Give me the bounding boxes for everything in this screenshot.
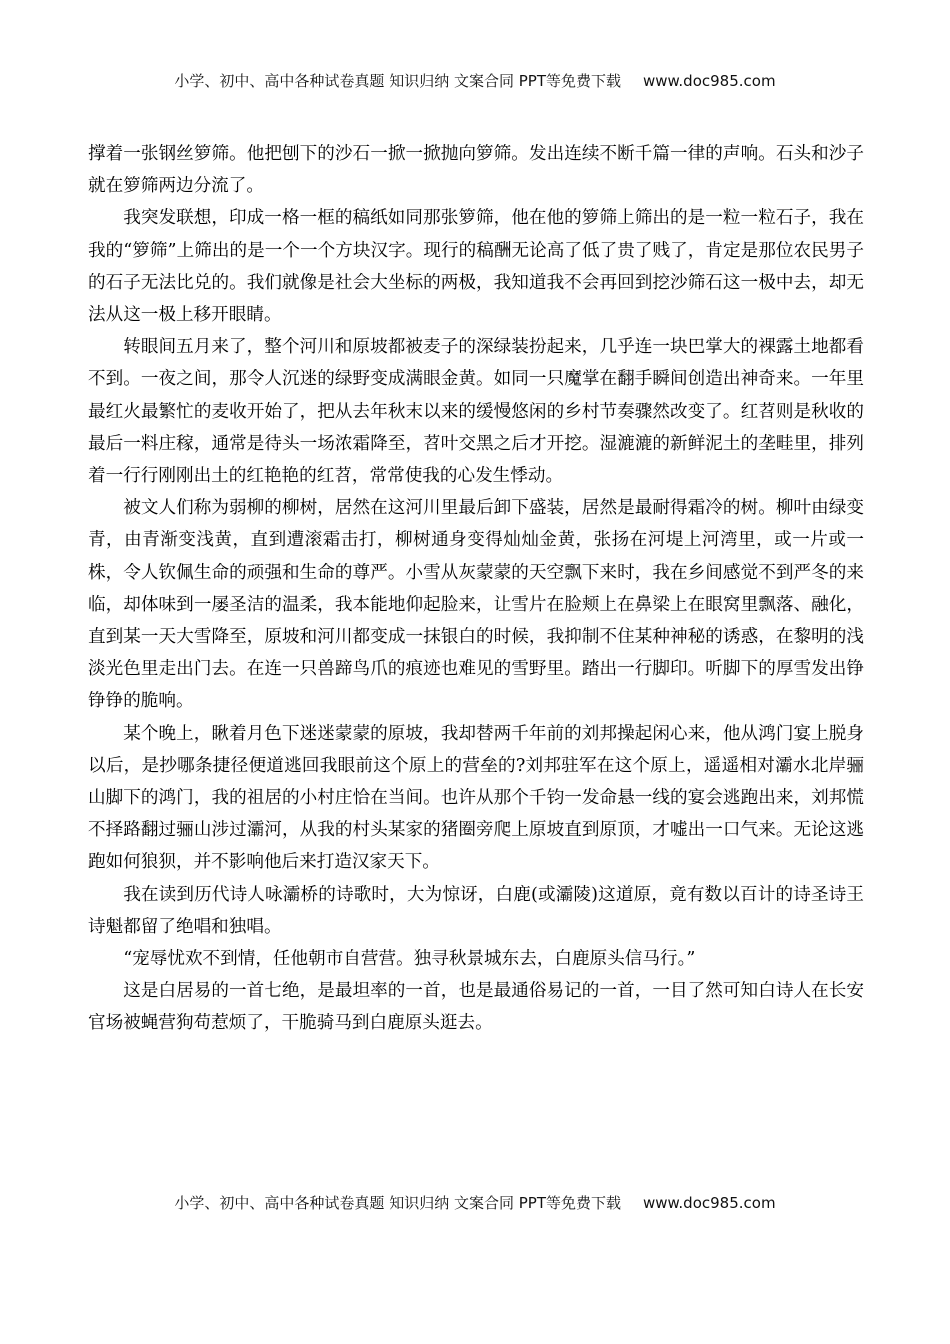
paragraph: 我在读到历代诗人咏灞桥的诗歌时，大为惊讶，白鹿(或灞陵)这道原，竟有数以百计的诗圣诗王诗魁都留了绝唱和独唱。	[88, 884, 864, 937]
header-text: 小学、初中、高中各种试卷真题 知识归纳 文案合同 PPT等免费下载	[174, 72, 621, 90]
paragraph: 我突发联想，印成一格一框的稿纸如同那张箩筛，他在他的箩筛上筛出的是一粒一粒石子，我在我的“箩筛”上筛出的是一个一个方块汉字。现行的稿酬无论高了低了贵了贱了，肯定是那位农民男子的石子无法比兑的。我们就像是社会大坐标的两极，我知道我不会再回到挖沙筛石这一极中去，却无法从这一极上移开眼睛。	[88, 208, 864, 326]
paragraph: 这是白居易的一首七绝，是最坦率的一首，也是最通俗易记的一首，一目了然可知白诗人在长安官场被蝇营狗苟惹烦了，干脆骑马到白鹿原头逛去。	[88, 981, 864, 1034]
page-header	[0, 70, 950, 91]
paragraph: 转眼间五月来了，整个河川和原坡都被麦子的深绿装扮起来，几乎连一块巴掌大的裸露土地都看不到。一夜之间，那令人沉迷的绿野变成满眼金黄。如同一只魔掌在翻手瞬间创造出神奇来。一年里最红火最繁忙的麦收开始了，把从去年秋末以来的缓慢悠闲的乡村节奏骤然改变了。红苕则是秋收的最后一料庄稼，通常是待头一场浓霜降至，苕叶交黑之后才开挖。湿漉漉的新鲜泥土的垄畦里，排列着一行行刚刚出土的红艳艳的红苕，常常使我的心发生悸动。	[88, 337, 864, 487]
paragraph: 某个晚上，瞅着月色下迷迷蒙蒙的原坡，我却替两千年前的刘邦操起闲心来，他从鸿门宴上脱身以后，是抄哪条捷径便道逃回我眼前这个原上的营垒的?刘邦驻军在这个原上，遥遥相对灞水北岸骊山脚下的鸿门，我的祖居的小村庄恰在当间。也许从那个千钧一发命悬一线的宴会逃跑出来，刘邦慌不择路翻过骊山涉过灞河，从我的村头某家的猪圈旁爬上原坡直到原顶，才嘘出一口气来。无论这逃跑如何狼狈，并不影响他后来打造汉家天下。	[88, 723, 864, 873]
article-body	[88, 138, 864, 1040]
footer-url[interactable]: www.doc985.com	[642, 1194, 776, 1212]
page-footer	[0, 1192, 950, 1213]
header-url[interactable]: www.doc985.com	[642, 72, 776, 90]
paragraph: 撑着一张钢丝箩筛。他把刨下的沙石一掀一掀抛向箩筛。发出连续不断千篇一律的声响。石头和沙子就在箩筛两边分流了。	[88, 144, 864, 197]
poem-quote: “宠辱忧欢不到情，任他朝市自营营。独寻秋景城东去，白鹿原头信马行。”	[123, 949, 696, 970]
paragraph: 被文人们称为弱柳的柳树，居然在这河川里最后卸下盛装，居然是最耐得霜冷的树。柳叶由绿变青，由青渐变浅黄，直到遭滚霜击打，柳树通身变得灿灿金黄，张扬在河堤上河湾里，或一片或一株，令人钦佩生命的顽强和生命的尊严。小雪从灰蒙蒙的天空飘下来时，我在乡间感觉不到严冬的来临，却体味到一屡圣洁的温柔，我本能地仰起脸来，让雪片在脸颊上在鼻梁上在眼窝里飘落、融化，直到某一天大雪降至，原坡和河川都变成一抹银白的时候，我抑制不住某种神秘的诱惑，在黎明的浅淡光色里走出门去。在连一只兽蹄鸟爪的痕迹也难见的雪野里。踏出一行脚印。听脚下的厚雪发出铮铮铮的脆响。	[88, 498, 864, 712]
footer-text: 小学、初中、高中各种试卷真题 知识归纳 文案合同 PPT等免费下载	[174, 1194, 621, 1212]
